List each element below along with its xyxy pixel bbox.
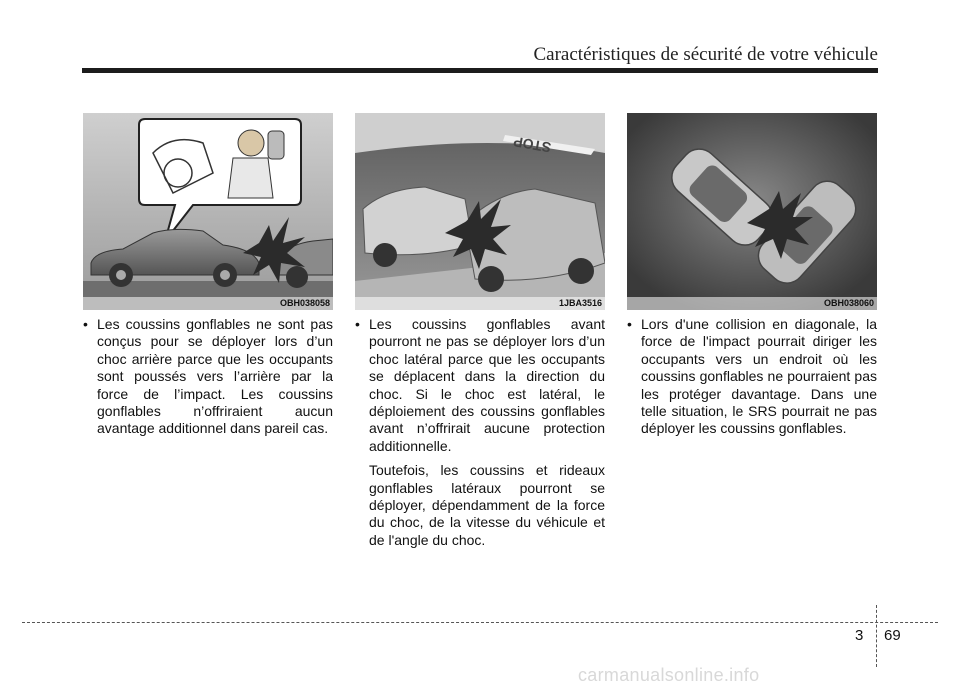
page-number: 69 (884, 627, 901, 644)
page-header-title: Caractéristiques de sécurité de votre véhicule (533, 44, 878, 65)
watermark-text: carmanualsonline.info (578, 665, 760, 685)
paragraph-text: Les coussins gonflables ne sont pas conçus pour se déployer lors d’un choc arrière parce que les occupants sont poussés vers l’arrière par la force de l’impact. Les coussins gonflables n’offriraient aucun avantage additionnel dans pareil cas. (97, 316, 333, 437)
continuation-paragraph (355, 462, 605, 549)
rear-impact-illustration (83, 113, 333, 310)
figure-rear-impact (83, 113, 333, 310)
bullet-paragraph (83, 316, 333, 438)
figure-code: OBH038058 (279, 298, 330, 308)
figure-code: 1JBA3516 (558, 298, 602, 308)
figure-side-impact (355, 113, 605, 310)
diagonal-collision-illustration (627, 113, 877, 310)
side-impact-illustration (355, 113, 605, 310)
paragraph-text: Toutefois, les coussins et rideaux gonflables latéraux pourront se déployer, dépendamment de la force du choc, de la vitesse du véhicule et de l'angle du choc. (369, 462, 605, 548)
page-number-divider (876, 605, 877, 667)
bullet-paragraph (355, 316, 605, 455)
paragraph-text: Lors d'une collision en diagonale, la force de l'impact pourrait diriger les occupants vers un endroit où les coussins gonflables ne pourraient pas les protéger davantage. Dans une telle situation, le SRS pourrait ne pas déployer les coussins gonflables. (641, 316, 877, 437)
text-column-rear (83, 316, 333, 445)
bullet-mark: • (83, 316, 88, 332)
bullet-mark: • (355, 316, 360, 332)
chapter-number: 3 (855, 627, 864, 644)
bullet-mark: • (627, 316, 632, 332)
text-column-side (355, 316, 605, 556)
stop-sign-text: STOP (512, 133, 553, 156)
header-rule (82, 68, 878, 73)
bullet-paragraph (627, 316, 877, 438)
figure-code: OBH038060 (823, 298, 874, 308)
paragraph-text: Les coussins gonflables avant pourront ne pas se déployer lors d’un choc latéral parce que les occupants se déplacent dans la direction du choc. Si le choc est latéral, le déploiement des coussins gonflables avant n’offrirait aucune protection additionnelle. (369, 316, 605, 454)
text-column-diagonal (627, 316, 877, 445)
footer-rule (22, 622, 938, 623)
figure-diagonal-collision (627, 113, 877, 310)
